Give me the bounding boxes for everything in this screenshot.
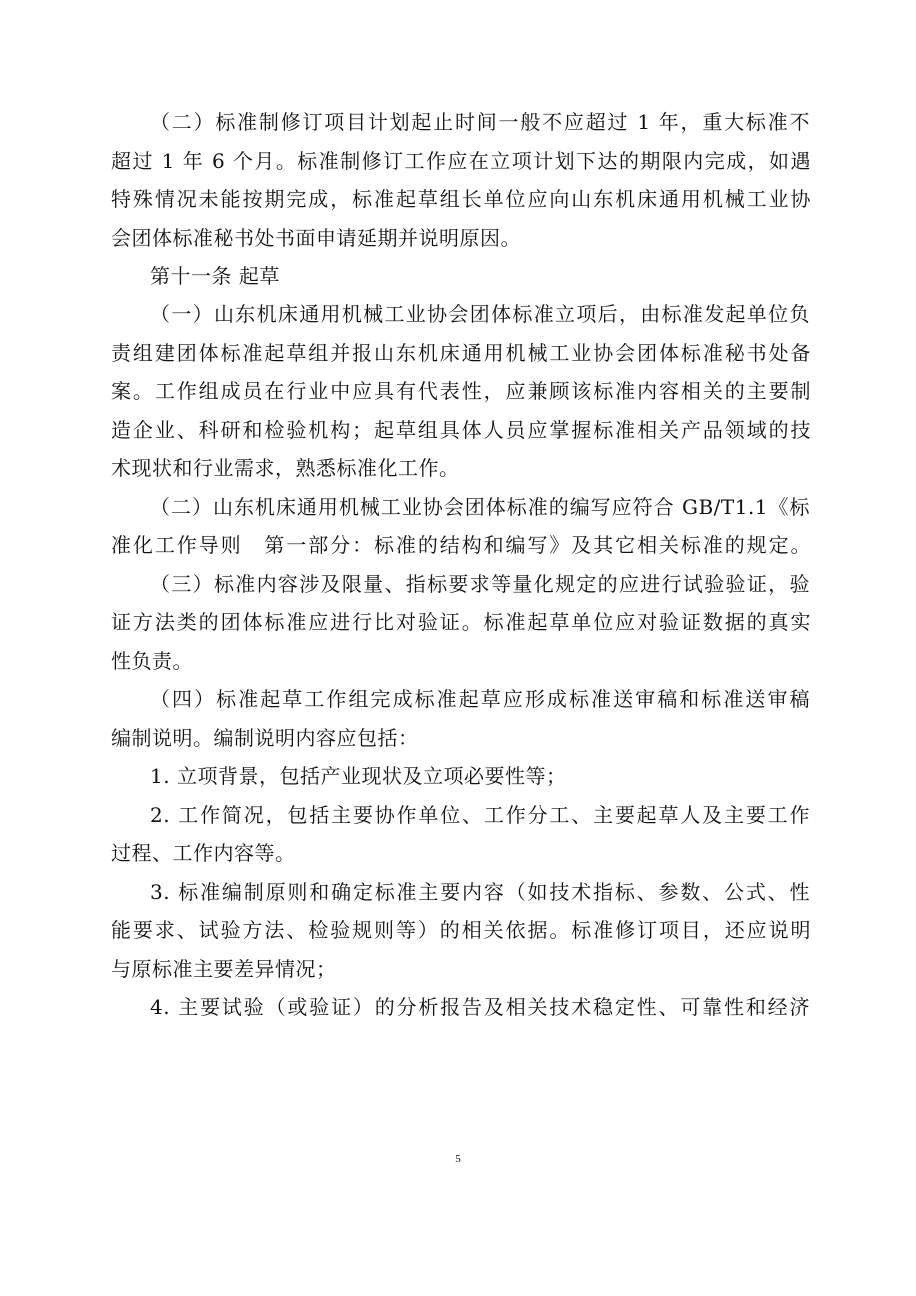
paragraph-line: 与原标准主要差异情况； (111, 957, 337, 981)
paragraph-line: 过程、工作内容等。 (111, 841, 296, 865)
list-item: 3. 标准编制原则和确定标准主要内容（如技术指标、参数、公式、性 (150, 880, 810, 904)
paragraph-line: 特殊情况未能按期完成，标准起草组长单位应向山东机床通用机械工业协 (111, 187, 811, 211)
list-item: 4. 主要试验（或验证）的分析报告及相关技术稳定性、可靠性和经济 (150, 995, 810, 1019)
paragraph-line: 编制说明。编制说明内容应包括： (111, 726, 419, 750)
paragraph-line: （四）标准起草工作组完成标准起草应形成标准送审稿和标准送审稿 (150, 687, 810, 711)
paragraph-line: （一）山东机床通用机械工业协会团体标准立项后，由标准发起单位负 (150, 302, 810, 326)
paragraph-line: 能要求、试验方法、检验规则等）的相关依据。标准修订项目，还应说明 (111, 918, 811, 942)
paragraph-line: 案。工作组成员在行业中应具有代表性，应兼顾该标准内容相关的主要制 (111, 379, 811, 403)
paragraph-line: 超过 1 年 6 个月。标准制修订工作应在立项计划下达的期限内完成，如遇 (111, 149, 811, 173)
paragraph-line: （三）标准内容涉及限量、指标要求等量化规定的应进行试验验证，验 (150, 572, 810, 596)
paragraph-line: （二）标准制修订项目计划起止时间一般不应超过 1 年，重大标准不 (150, 110, 810, 134)
article-heading: 第十一条 起草 (150, 264, 280, 288)
page-number: 5 (455, 1153, 461, 1165)
paragraph-line: 会团体标准秘书处书面申请延期并说明原因。 (111, 226, 521, 250)
paragraph-line: 证方法类的团体标准应进行比对验证。标准起草单位应对验证数据的真实 (111, 610, 811, 634)
list-item: 1. 立项背景，包括产业现状及立项必要性等； (150, 764, 567, 788)
paragraph-line: 责组建团体标准起草组并报山东机床通用机械工业协会团体标准秘书处备 (111, 341, 811, 365)
list-item: 2. 工作简况，包括主要协作单位、工作分工、主要起草人及主要工作 (150, 803, 810, 827)
paragraph-line: （二）山东机床通用机械工业协会团体标准的编写应符合 GB/T1.1《标 (150, 495, 810, 519)
paragraph-line: 性负责。 (111, 649, 193, 673)
paragraph-line: 术现状和行业需求，熟悉标准化工作。 (111, 456, 460, 480)
paragraph-line: 准化工作导则 第一部分：标准的结构和编写》及其它相关标准的规定。 (111, 533, 811, 557)
paragraph-line: 造企业、科研和检验机构；起草组具体人员应掌握标准相关产品领域的技 (111, 418, 811, 442)
